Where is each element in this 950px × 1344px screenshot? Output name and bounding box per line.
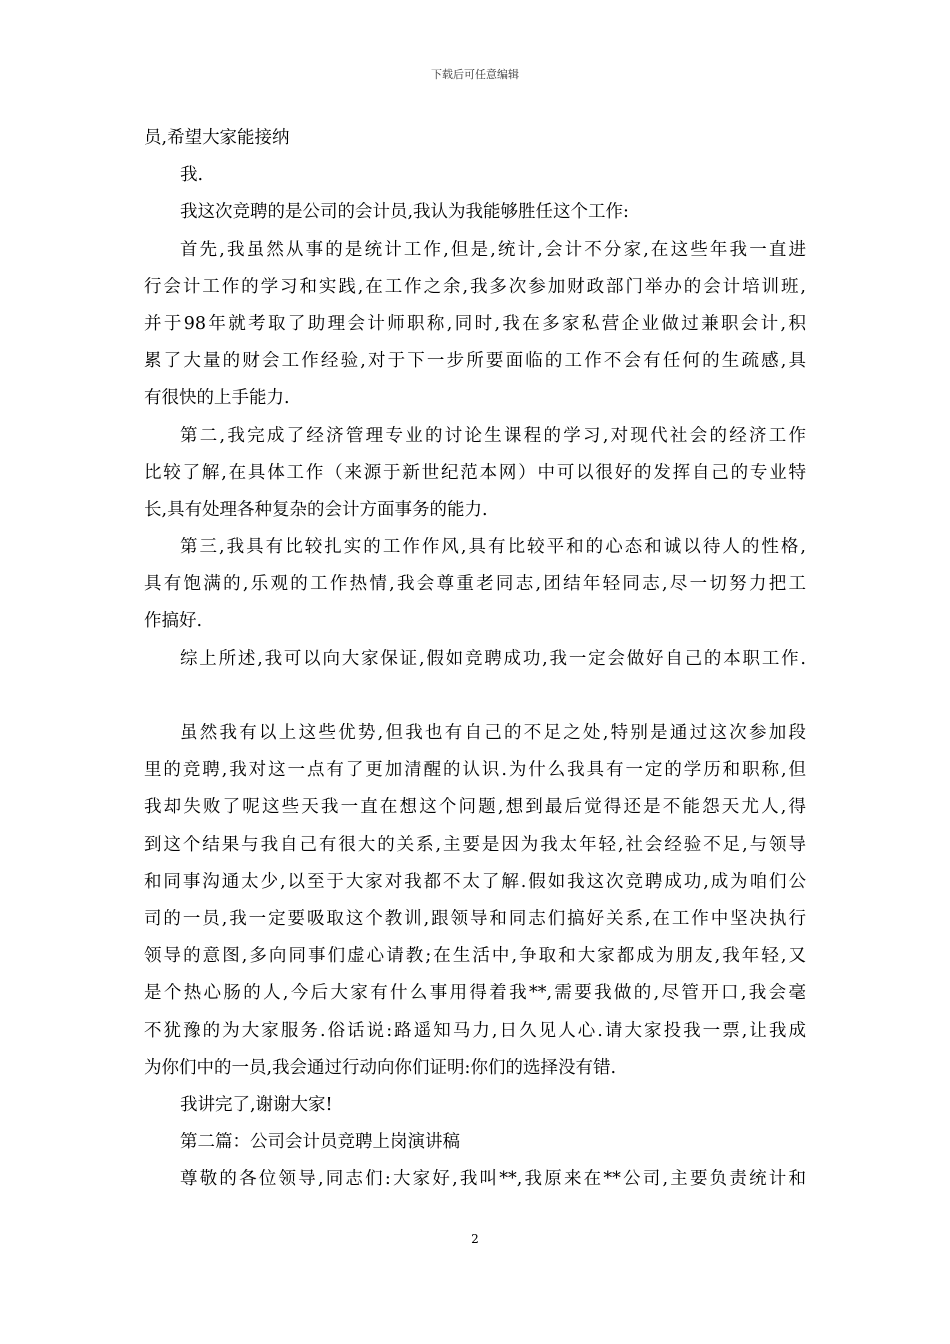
- text-line: 员,希望大家能接纳: [144, 128, 290, 148]
- page-header: 下载后可任意编辑: [431, 68, 519, 81]
- text-line: 累了大量的财会工作经验,对于下一步所要面临的工作不会有任何的生疏感,具: [144, 351, 806, 372]
- text-line: 第三,我具有比较扎实的工作作风,具有比较平和的心态和诚以待人的性格,: [180, 537, 806, 558]
- text-line: 首先,我虽然从事的是统计工作,但是,统计,会计不分家,在这些年我一直进: [180, 239, 806, 260]
- text-line: 不犹豫的为大家服务.俗话说:路遥知马力,日久见人心.请大家投我一票,让我成: [144, 1020, 806, 1041]
- text-line: 我.: [180, 165, 204, 186]
- text-line: 我却失败了呢这些天我一直在想这个问题,想到最后觉得还是不能怨天尤人,得: [144, 797, 806, 818]
- text-line: 比较了解,在具体工作（来源于新世纪范本网）中可以很好的发挥自己的专业特: [144, 462, 806, 483]
- text-line: 行会计工作的学习和实践,在工作之余,我多次参加财政部门举办的会计培训班,: [144, 276, 806, 297]
- text-line: 为你们中的一员,我会通过行动向你们证明:你们的选择没有错.: [144, 1057, 617, 1078]
- text-line: 司的一员,我一定要吸取这个教训,跟领导和同志们搞好关系,在工作中坚决执行: [144, 908, 806, 929]
- text-line: 是个热心肠的人,今后大家有什么事用得着我**,需要我做的,尽管开口,我会毫: [144, 983, 806, 1004]
- section-heading: 第二篇：公司会计员竞聘上岗演讲稿: [180, 1132, 460, 1153]
- page-number: 2: [471, 1232, 479, 1246]
- text-line: 领导的意图,多向同事们虚心请教;在生活中,争取和大家都成为朋友,我年轻,又: [144, 946, 806, 967]
- text-line: 具有饱满的,乐观的工作热情,我会尊重老同志,团结年轻同志,尽一切努力把工: [144, 574, 806, 595]
- text-line: 综上所述,我可以向大家保证,假如竞聘成功,我一定会做好自己的本职工作.: [180, 648, 806, 669]
- text-line: 虽然我有以上这些优势,但我也有自己的不足之处,特别是通过这次参加段: [180, 723, 806, 743]
- paragraph-gap: [144, 678, 806, 715]
- text-line: 我这次竞聘的是公司的会计员,我认为我能够胜任这个工作:: [180, 202, 629, 223]
- text-line: 有很快的上手能力.: [144, 388, 290, 409]
- text-line: 和同事沟通太少,以至于大家对我都不太了解.假如我这次竞聘成功,成为咱们公: [144, 871, 806, 892]
- text-line: 尊敬的各位领导,同志们:大家好,我叫**,我原来在**公司,主要负责统计和: [180, 1169, 806, 1190]
- text-line: 作搞好.: [144, 611, 203, 632]
- text-line: 第二,我完成了经济管理专业的讨论生课程的学习,对现代社会的经济工作: [180, 425, 806, 446]
- text-line: 长,具有处理各种复杂的会计方面事务的能力.: [144, 499, 488, 520]
- text-line: 里的竞聘,我对这一点有了更加清醒的认识.为什么我具有一定的学历和职称,但: [144, 760, 806, 781]
- text-line: 我讲完了,谢谢大家!: [180, 1094, 333, 1115]
- text-line: 到这个结果与我自己有很大的关系,主要是因为我太年轻,社会经验不足,与领导: [144, 834, 806, 855]
- document-body: [144, 120, 806, 1198]
- text-line: 并于98年就考取了助理会计师职称,同时,我在多家私营企业做过兼职会计,积: [144, 313, 806, 334]
